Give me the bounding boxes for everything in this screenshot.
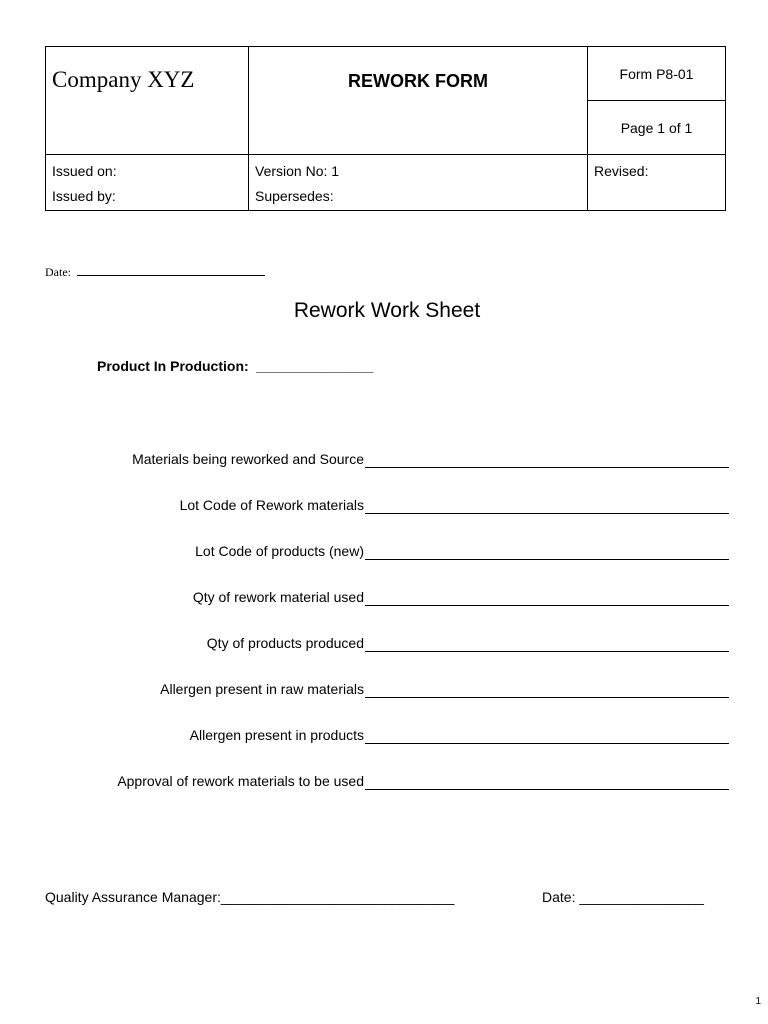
field-row-allergen-raw[interactable] — [60, 678, 729, 698]
field-label: Qty of rework material used — [192, 589, 364, 605]
field-blank-line[interactable] — [365, 467, 729, 468]
field-label: Approval of rework materials to be used — [117, 773, 364, 789]
version-cell — [249, 155, 588, 211]
issued-cell — [46, 155, 249, 211]
revised-label: Revised: — [594, 163, 649, 179]
field-row-qty-rework[interactable] — [60, 586, 729, 606]
product-in-production-field[interactable]: Product In Production: _______________ — [97, 358, 374, 374]
field-label: Materials being reworked and Source — [132, 451, 364, 467]
field-blank-line[interactable] — [365, 651, 729, 652]
field-blank-line[interactable] — [365, 789, 729, 790]
header-table — [45, 46, 726, 211]
field-label: Allergen present in raw materials — [160, 681, 364, 697]
field-blank-line[interactable] — [365, 743, 729, 744]
form-number: Form P8-01 — [588, 47, 726, 101]
issued-by-label: Issued by: — [52, 188, 116, 204]
field-row-lot-code-products[interactable] — [60, 540, 729, 560]
company-name: Company XYZ — [46, 47, 249, 155]
field-label: Lot Code of Rework materials — [179, 497, 364, 513]
field-row-lot-code-rework[interactable] — [60, 494, 729, 514]
date-field[interactable] — [45, 263, 265, 280]
field-label: Allergen present in products — [189, 727, 364, 743]
page-count: Page 1 of 1 — [588, 101, 726, 155]
field-label: Lot Code of products (new) — [195, 543, 364, 559]
qa-manager-signature-field[interactable]: Quality Assurance Manager:______________________________ — [45, 889, 455, 905]
sheet-title: Rework Work Sheet — [293, 299, 481, 322]
issued-on-label: Issued on: — [52, 163, 117, 179]
field-blank-line[interactable] — [365, 697, 729, 698]
version-label: Version No: 1 — [255, 163, 340, 179]
field-label: Qty of products produced — [206, 635, 364, 651]
supersedes-label: Supersedes: — [255, 188, 334, 204]
field-blank-line[interactable] — [365, 559, 729, 560]
field-row-allergen-products[interactable] — [60, 724, 729, 744]
field-row-approval[interactable] — [60, 770, 729, 790]
field-blank-line[interactable] — [365, 513, 729, 514]
form-title: REWORK FORM — [249, 47, 588, 155]
field-blank-line[interactable] — [365, 605, 729, 606]
signoff-date-field[interactable]: Date: ________________ — [542, 889, 704, 905]
field-row-qty-products[interactable] — [60, 632, 729, 652]
date-label: Date: — [45, 265, 71, 279]
date-blank-line[interactable] — [77, 263, 265, 276]
page-number: 1 — [755, 996, 761, 1007]
field-row-materials[interactable] — [60, 448, 729, 468]
revised-cell — [588, 155, 726, 211]
